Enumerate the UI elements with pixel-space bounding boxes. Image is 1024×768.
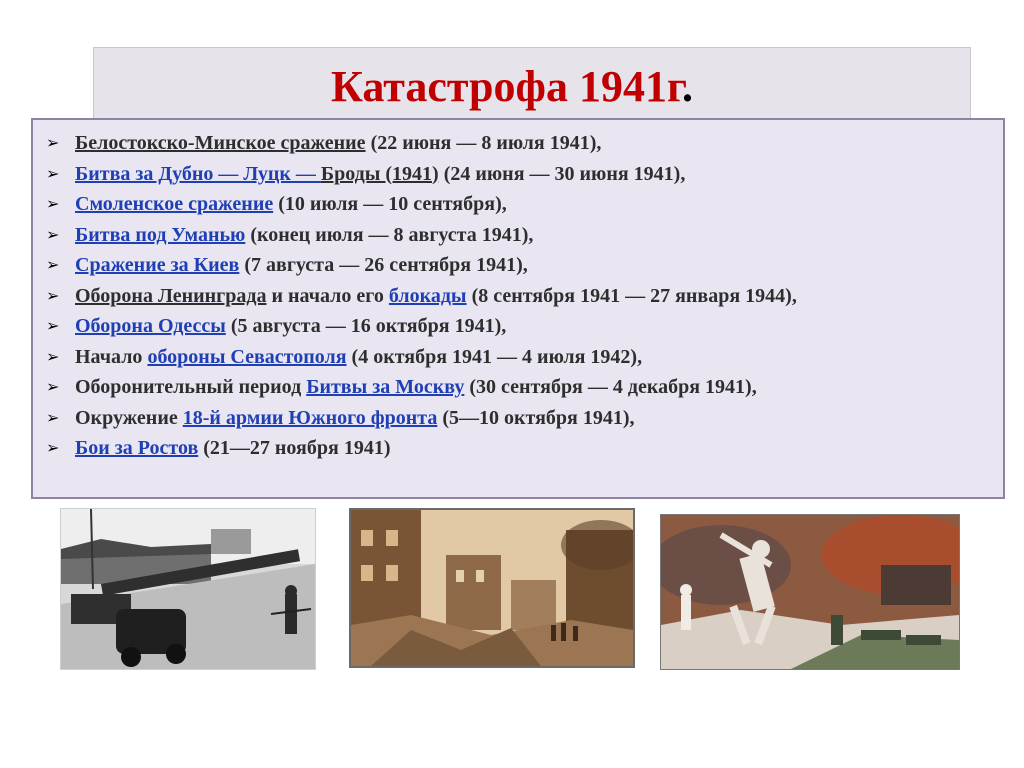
event-item bbox=[33, 372, 1003, 403]
title-dot: . bbox=[681, 62, 693, 111]
bullet-arrow-icon: ➢ bbox=[46, 255, 60, 274]
event-item bbox=[33, 281, 1003, 312]
photo-prisoners-column bbox=[60, 508, 316, 670]
event-text: (конец июля — 8 августа 1941), bbox=[245, 223, 534, 246]
event-item bbox=[33, 159, 1003, 190]
bullet-arrow-icon: ➢ bbox=[46, 316, 60, 335]
event-item bbox=[33, 189, 1003, 220]
event-link[interactable]: Битвы за Москву bbox=[306, 376, 465, 398]
bullet-arrow-icon: ➢ bbox=[46, 163, 60, 183]
event-text: (10 июля — 10 сентября), bbox=[273, 193, 507, 215]
painting-defense-image bbox=[661, 515, 959, 669]
photo-prisoners-image bbox=[61, 509, 315, 669]
event-text: (30 сентября — 4 декабря 1941), bbox=[464, 376, 757, 398]
event-text: Оборонительный период bbox=[75, 376, 307, 398]
event-link[interactable]: Оборона Одессы bbox=[75, 315, 226, 337]
event-item bbox=[33, 403, 1003, 434]
event-item bbox=[33, 250, 1003, 281]
bullet-arrow-icon: ➢ bbox=[46, 285, 60, 305]
event-text: (5 августа — 16 октября 1941), bbox=[225, 315, 507, 337]
event-item bbox=[33, 220, 1003, 251]
event-link-visited[interactable]: Белостокско-Минское сражение bbox=[75, 132, 366, 154]
event-link[interactable]: Битва под Уманью bbox=[75, 223, 246, 246]
event-text: (24 июня — 30 июня 1941), bbox=[438, 162, 686, 185]
event-link[interactable]: 18-й армии Южного фронта bbox=[182, 406, 438, 429]
event-text: (21—27 ноября 1941) bbox=[198, 437, 391, 459]
photo-ruins-image bbox=[351, 510, 633, 666]
bullet-arrow-icon: ➢ bbox=[46, 407, 60, 427]
event-text: (22 июня — 8 июля 1941), bbox=[365, 132, 602, 154]
event-link[interactable]: блокады bbox=[388, 284, 467, 307]
bullet-arrow-icon: ➢ bbox=[46, 133, 60, 152]
bullet-arrow-icon: ➢ bbox=[46, 346, 60, 366]
event-text: (5—10 октября 1941), bbox=[437, 406, 635, 429]
events-panel bbox=[31, 118, 1005, 499]
event-text: (8 сентября 1941 — 27 января 1944), bbox=[466, 284, 797, 307]
event-link[interactable]: обороны Севастополя bbox=[147, 345, 347, 368]
event-link-visited[interactable]: Броды (1941) bbox=[320, 162, 439, 185]
event-item bbox=[33, 433, 1003, 464]
event-item bbox=[33, 311, 1003, 342]
event-link[interactable]: Битва за Дубно — Луцк — bbox=[75, 162, 321, 185]
event-item bbox=[33, 128, 1003, 159]
event-link[interactable]: Бои за Ростов bbox=[75, 437, 199, 459]
bullet-arrow-icon: ➢ bbox=[46, 224, 60, 244]
page-title bbox=[0, 62, 1024, 112]
event-item bbox=[33, 342, 1003, 373]
event-link-visited[interactable]: Оборона Ленинграда bbox=[75, 284, 267, 307]
photo-ruined-city bbox=[349, 508, 635, 668]
event-text: Окружение bbox=[75, 406, 183, 429]
bullet-arrow-icon: ➢ bbox=[46, 377, 60, 396]
event-text: и начало его bbox=[266, 284, 389, 307]
event-link[interactable]: Сражение за Киев bbox=[75, 254, 240, 276]
painting-defense-battle bbox=[660, 514, 960, 670]
event-link[interactable]: Смоленское сражение bbox=[75, 193, 274, 215]
events-list bbox=[33, 128, 1003, 464]
bullet-arrow-icon: ➢ bbox=[46, 438, 60, 457]
bullet-arrow-icon: ➢ bbox=[46, 194, 60, 213]
event-text: (7 августа — 26 сентября 1941), bbox=[239, 254, 528, 276]
event-text: (4 октября 1941 — 4 июля 1942), bbox=[346, 345, 643, 368]
title-main: Катастрофа 1941г bbox=[331, 62, 682, 111]
event-text: Начало bbox=[75, 345, 148, 368]
